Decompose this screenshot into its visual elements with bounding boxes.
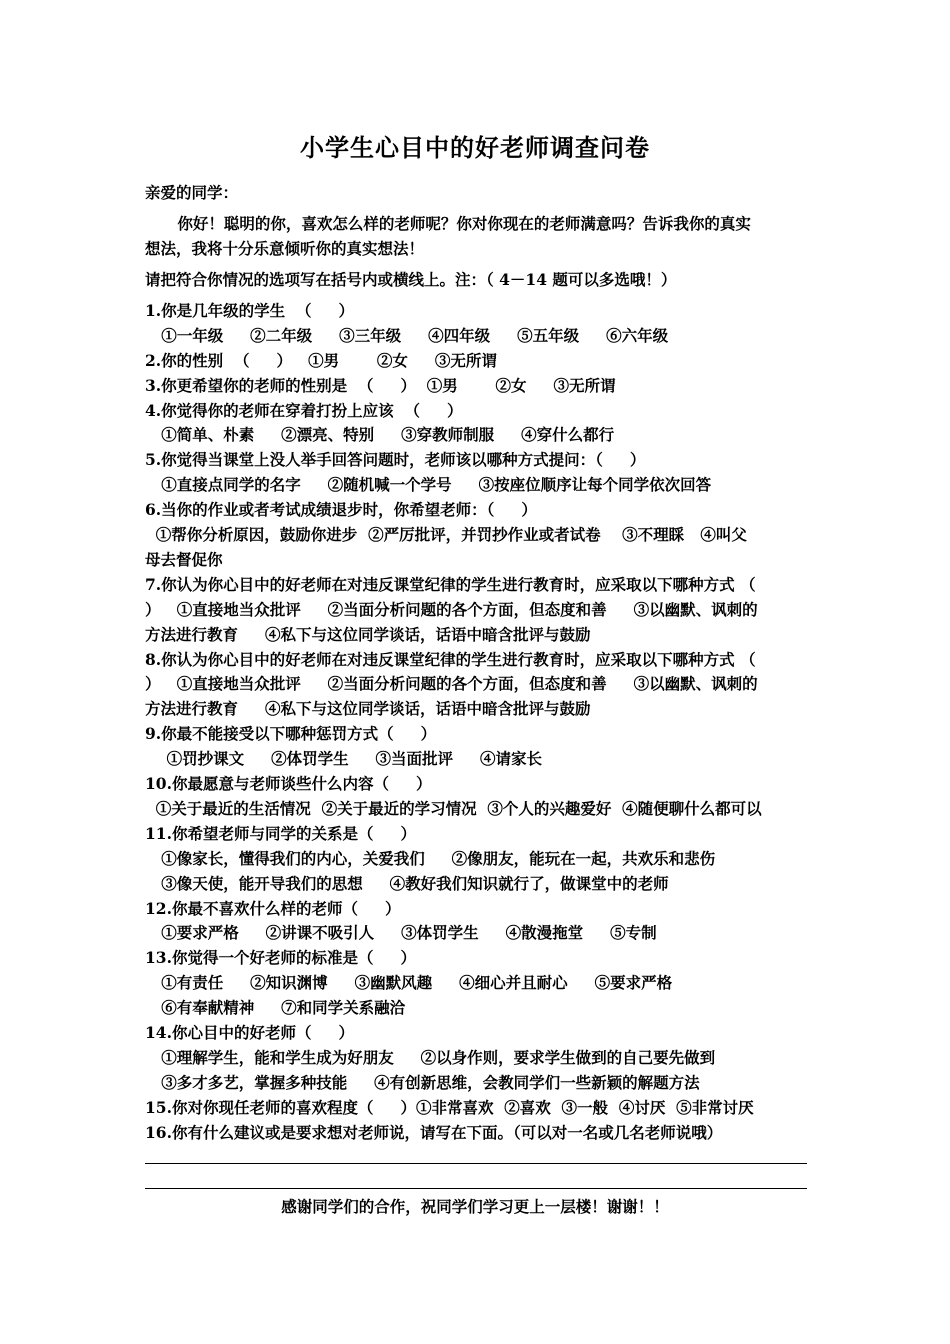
question-options: ①罚抄课文 ②体罚学生 ③当面批评 ④请家长 <box>145 749 543 768</box>
question-options: ①关于最近的生活情况 ②关于最近的学习情况 ③个人的兴趣爱好 ④随便聊什么都可以 <box>145 799 762 818</box>
intro-line: 你好！聪明的你，喜欢怎么样的老师呢？你对你现在的老师满意吗？告诉我你的真实 <box>145 214 751 233</box>
question-text: 2.你的性别 （ ） ①男 ②女 ③无所谓 <box>145 351 497 370</box>
question-text: 15.你对你现任老师的喜欢程度（ ）①非常喜欢 ②喜欢 ③一般 ④讨厌 ⑤非常讨厌 <box>145 1098 754 1117</box>
question-options: ①一年级 ②二年级 ③三年级 ④四年级 ⑤五年级 ⑥六年级 <box>145 326 669 345</box>
question-options: ⑥有奉献精神 ⑦和同学关系融洽 <box>145 998 406 1017</box>
question-options: ③像天使，能开导我们的思想 ④教好我们知识就行了，做课堂中的老师 <box>145 874 669 893</box>
question-options: ①帮你分析原因，鼓励你进步 ②严厉批评，并罚抄作业或者试卷 ③不理睬 ④叫父 <box>145 525 747 544</box>
intro-line: 想法，我将十分乐意倾听你的真实想法！ <box>145 239 425 258</box>
question-options: 方法进行教育 ④私下与这位同学谈话，话语中暗含批评与鼓励 <box>145 625 591 644</box>
question-options: ①像家长，懂得我们的内心，关爱我们 ②像朋友，能玩在一起，共欢乐和悲伤 <box>145 849 716 868</box>
question-options: ） ①直接地当众批评 ②当面分析问题的各个方面，但态度和善 ③以幽默、讽刺的 <box>145 674 758 693</box>
answer-line[interactable] <box>145 1163 807 1164</box>
question-text: 14.你心目中的好老师（ ） <box>145 1023 354 1042</box>
question-text: 9.你最不能接受以下哪种惩罚方式（ ） <box>145 724 437 743</box>
question-options: ①理解学生，能和学生成为好朋友 ②以身作则，要求学生做到的自己要先做到 <box>145 1048 716 1067</box>
question-options: 方法进行教育 ④私下与这位同学谈话，话语中暗含批评与鼓励 <box>145 699 591 718</box>
question-text: 5.你觉得当课堂上没人举手回答问题时，老师该以哪种方式提问：（ ） <box>145 450 646 469</box>
question-options: ①有责任 ②知识渊博 ③幽默风趣 ④细心并且耐心 ⑤要求严格 <box>145 973 673 992</box>
question-text: 10.你最愿意与老师谈些什么内容（ ） <box>145 774 432 793</box>
question-text: 1.你是几年级的学生 （ ） <box>145 301 354 320</box>
question-text: 12.你最不喜欢什么样的老师（ ） <box>145 899 401 918</box>
question-text: 13.你觉得一个好老师的标准是（ ） <box>145 948 416 967</box>
question-options: 母去督促你 <box>145 550 223 569</box>
instruction: 请把符合你情况的选项写在括号内或横线上。注：（ 4－14 题可以多选哦！） <box>145 270 677 289</box>
question-options: ①简单、朴素 ②漂亮、特别 ③穿教师制服 ④穿什么都行 <box>145 425 615 444</box>
question-text: 8.你认为你心目中的好老师在对违反课堂纪律的学生进行教育时，应采取以下哪种方式 （ <box>145 650 756 669</box>
question-text: 16.你有什么建议或是要求想对老师说，请写在下面。（可以对一名或几名老师说哦） <box>145 1123 723 1142</box>
question-options: ①直接点同学的名字 ②随机喊一个学号 ③按座位顺序让每个同学依次回答 <box>145 475 712 494</box>
question-text: 11.你希望老师与同学的关系是（ ） <box>145 824 416 843</box>
question-options: ） ①直接地当众批评 ②当面分析问题的各个方面，但态度和善 ③以幽默、讽刺的 <box>145 600 758 619</box>
answer-line[interactable] <box>145 1188 807 1189</box>
question-options: ③多才多艺，掌握多种技能 ④有创新思维，会教同学们一些新颖的解题方法 <box>145 1073 700 1092</box>
question-options: ①要求严格 ②讲课不吸引人 ③体罚学生 ④散漫拖堂 ⑤专制 <box>145 923 657 942</box>
question-text: 3.你更希望你的老师的性别是 （ ） ①男 ②女 ③无所谓 <box>145 376 616 395</box>
page-title: 小学生心目中的好老师调查问卷 <box>300 133 650 162</box>
question-text: 4.你觉得你的老师在穿着打扮上应该 （ ） <box>145 401 463 420</box>
question-text: 7.你认为你心目中的好老师在对违反课堂纪律的学生进行教育时，应采取以下哪种方式 （ <box>145 575 756 594</box>
greeting: 亲爱的同学： <box>145 183 239 202</box>
question-text: 6.当你的作业或者考试成绩退步时，你希望老师：（ ） <box>145 500 537 519</box>
footer-thanks: 感谢同学们的合作，祝同学们学习更上一层楼！谢谢！！ <box>281 1197 669 1216</box>
